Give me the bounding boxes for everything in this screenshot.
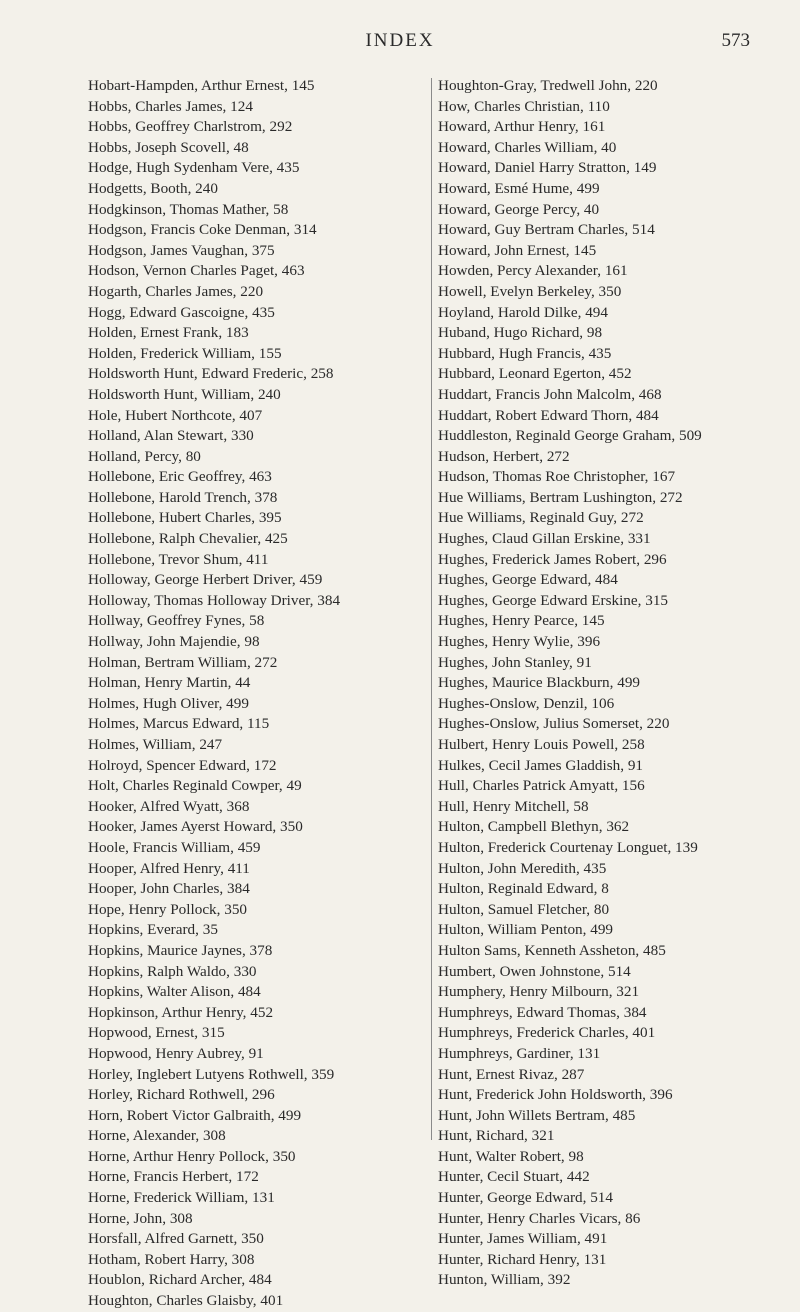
index-entry: Hodson, Vernon Charles Paget, 463 xyxy=(88,262,305,280)
index-entry: Hughes, Frederick James Robert, 296 xyxy=(438,550,667,568)
index-entry: Hobbs, Joseph Scovell, 48 xyxy=(88,138,249,156)
index-entry: Holdsworth Hunt, Edward Frederic, 258 xyxy=(88,365,334,383)
page-number: 573 xyxy=(721,30,750,51)
index-entry: Hollebone, Ralph Chevalier, 425 xyxy=(88,530,288,548)
index-entry: Hollebone, Trevor Shum, 411 xyxy=(88,550,269,568)
index-entry: Hollebone, Hubert Charles, 395 xyxy=(88,509,282,527)
index-entry: Hulbert, Henry Louis Powell, 258 xyxy=(438,736,645,753)
index-entry: Hopkins, Ralph Waldo, 330 xyxy=(88,962,257,980)
index-entry: Humphreys, Gardiner, 131 xyxy=(438,1044,601,1062)
index-entry: Huddleston, Reginald George Graham, 509 xyxy=(438,427,702,445)
index-column-left xyxy=(88,76,428,1312)
index-entry: Horne, John, 308 xyxy=(88,1209,193,1227)
page-header xyxy=(0,30,800,60)
index-entry: Howard, John Ernest, 145 xyxy=(438,241,597,259)
index-entry: Hunt, John Willets Bertram, 485 xyxy=(438,1106,636,1124)
index-entry: Hopkins, Maurice Jaynes, 378 xyxy=(88,941,273,959)
index-entry: Hulton, Samuel Fletcher, 80 xyxy=(438,900,610,918)
index-entry: Horne, Alexander, 308 xyxy=(88,1127,226,1145)
index-entry: Horne, Arthur Henry Pollock, 350 xyxy=(88,1147,296,1165)
index-entry: Hulton, Campbell Blethyn, 362 xyxy=(438,818,630,836)
index-entry: Horne, Frederick William, 131 xyxy=(88,1189,275,1207)
index-entry: Hodgson, Francis Coke Denman, 314 xyxy=(88,221,317,239)
index-entry: Holloway, George Herbert Driver, 459 xyxy=(88,571,323,589)
index-entry: Hughes-Onslow, Denzil, 106 xyxy=(438,694,615,712)
index-entry: Horley, Inglebert Lutyens Rothwell, 359 xyxy=(88,1065,335,1083)
index-entry: Horsfall, Alfred Garnett, 350 xyxy=(88,1230,264,1248)
index-entry: Hughes, George Edward, 484 xyxy=(438,571,618,589)
index-entry: Holdsworth Hunt, William, 240 xyxy=(88,385,281,403)
index-entry: Hulton, Frederick Courtenay Longuet, 139 xyxy=(438,838,698,856)
index-entry: Hughes, George Edward Erskine, 315 xyxy=(438,591,669,609)
index-entry: Houghton, Charles Glaisby, 401 xyxy=(88,1292,284,1310)
index-entry: Hunt, Frederick John Holdsworth, 396 xyxy=(438,1086,673,1104)
index-entry: Holmes, Hugh Oliver, 499 xyxy=(88,694,249,712)
index-entry: Hunter, Henry Charles Vicars, 86 xyxy=(438,1209,641,1227)
index-entry: Howard, Esmé Hume, 499 xyxy=(438,179,600,197)
index-entry: Howard, Arthur Henry, 161 xyxy=(438,118,606,136)
index-entry: Holmes, William, 247 xyxy=(88,736,223,753)
index-entry: Hollebone, Eric Geoffrey, 463 xyxy=(88,468,272,486)
index-entry: Hobart-Hampden, Arthur Ernest, 145 xyxy=(88,77,315,94)
index-entry: Holden, Frederick William, 155 xyxy=(88,344,282,362)
index-entry: Hodgson, James Vaughan, 375 xyxy=(88,241,275,259)
index-entry: Howard, Guy Bertram Charles, 514 xyxy=(438,221,655,239)
index-entry: Hotham, Robert Harry, 308 xyxy=(88,1250,255,1268)
index-entry: Huband, Hugo Richard, 98 xyxy=(438,324,603,342)
index-entry: Hopwood, Henry Aubrey, 91 xyxy=(88,1044,264,1062)
index-entry: Humphery, Henry Milbourn, 321 xyxy=(438,983,640,1001)
index-entry: Horn, Robert Victor Galbraith, 499 xyxy=(88,1106,302,1124)
index-entry: Holmes, Marcus Edward, 115 xyxy=(88,715,270,733)
index-entry: Hogg, Edward Gascoigne, 435 xyxy=(88,303,275,321)
index-entry: Holloway, Thomas Holloway Driver, 384 xyxy=(88,591,341,609)
index-entry: Horne, Francis Herbert, 172 xyxy=(88,1168,259,1186)
index-entry: Howard, Daniel Harry Stratton, 149 xyxy=(438,159,657,177)
index-entry: Hughes-Onslow, Julius Somerset, 220 xyxy=(438,715,670,733)
index-entry: Hughes, John Stanley, 91 xyxy=(438,653,592,671)
index-entry: Hue Williams, Bertram Lushington, 272 xyxy=(438,488,683,506)
index-entry: Houghton-Gray, Tredwell John, 220 xyxy=(438,77,658,94)
index-entry: Hunton, William, 392 xyxy=(438,1271,571,1289)
index-entry: Hue Williams, Reginald Guy, 272 xyxy=(438,509,644,527)
index-entry: Hopwood, Ernest, 315 xyxy=(88,1024,225,1042)
index-entry: Hoole, Francis William, 459 xyxy=(88,838,261,856)
index-entry: Hodgetts, Booth, 240 xyxy=(88,179,218,197)
index-entry: Hunter, Cecil Stuart, 442 xyxy=(438,1168,590,1186)
index-entry: Hulton Sams, Kenneth Assheton, 485 xyxy=(438,941,666,959)
index-entry: Huddart, Francis John Malcolm, 468 xyxy=(438,385,662,403)
index-entry: Hughes, Henry Pearce, 145 xyxy=(438,612,605,630)
index-entry: Hooper, Alfred Henry, 411 xyxy=(88,859,250,877)
index-entry: Howard, Charles William, 40 xyxy=(438,138,617,156)
index-entry: Hopkinson, Arthur Henry, 452 xyxy=(88,1003,274,1021)
index-entry: Hulkes, Cecil James Gladdish, 91 xyxy=(438,756,644,774)
index-entry: Howden, Percy Alexander, 161 xyxy=(438,262,628,280)
page-title: INDEX xyxy=(365,30,435,51)
index-entry: Hooper, John Charles, 384 xyxy=(88,880,250,898)
index-entry: Hunt, Richard, 321 xyxy=(438,1127,555,1145)
index-entry: How, Charles Christian, 110 xyxy=(438,97,610,115)
index-entry: Hole, Hubert Northcote, 407 xyxy=(88,406,263,424)
index-entry: Hollway, Geoffrey Fynes, 58 xyxy=(88,612,265,630)
index-entry: Hoyland, Harold Dilke, 494 xyxy=(438,303,608,321)
index-entry: Holman, Henry Martin, 44 xyxy=(88,674,251,692)
index-entry: Humbert, Owen Johnstone, 514 xyxy=(438,962,631,980)
index-entry: Hogarth, Charles James, 220 xyxy=(88,282,264,300)
index-column-right xyxy=(438,76,768,1291)
index-entry: Hubbard, Leonard Egerton, 452 xyxy=(438,365,632,383)
index-entry: Hodgkinson, Thomas Mather, 58 xyxy=(88,200,289,218)
index-entry: Hunter, Richard Henry, 131 xyxy=(438,1250,607,1268)
index-entry: Holden, Ernest Frank, 183 xyxy=(88,324,249,342)
index-entry: Hudson, Thomas Roe Christopher, 167 xyxy=(438,468,676,486)
index-entry: Hobbs, Geoffrey Charlstrom, 292 xyxy=(88,118,293,136)
index-entry: Hodge, Hugh Sydenham Vere, 435 xyxy=(88,159,300,177)
index-entry: Hopkins, Everard, 35 xyxy=(88,921,218,939)
index-entry: Holland, Percy, 80 xyxy=(88,447,201,465)
index-entry: Houblon, Richard Archer, 484 xyxy=(88,1271,272,1289)
index-entry: Holt, Charles Reginald Cowper, 49 xyxy=(88,777,302,795)
index-entry: Hull, Charles Patrick Amyatt, 156 xyxy=(438,777,645,795)
index-entry: Horley, Richard Rothwell, 296 xyxy=(88,1086,275,1104)
index-entry: Hulton, John Meredith, 435 xyxy=(438,859,607,877)
index-entry: Hulton, Reginald Edward, 8 xyxy=(438,880,609,898)
index-entry: Hughes, Claud Gillan Erskine, 331 xyxy=(438,530,651,548)
column-divider xyxy=(431,78,432,1140)
index-entry: Humphreys, Frederick Charles, 401 xyxy=(438,1024,656,1042)
index-entry: Hughes, Maurice Blackburn, 499 xyxy=(438,674,641,692)
index-entry: Huddart, Robert Edward Thorn, 484 xyxy=(438,406,659,424)
index-entry: Hubbard, Hugh Francis, 435 xyxy=(438,344,612,362)
index-entry: Howell, Evelyn Berkeley, 350 xyxy=(438,282,622,300)
index-entry: Hulton, William Penton, 499 xyxy=(438,921,614,939)
index-entry: Holman, Bertram William, 272 xyxy=(88,653,278,671)
index-entry: Hudson, Herbert, 272 xyxy=(438,447,570,465)
index-entry: Holroyd, Spencer Edward, 172 xyxy=(88,756,277,774)
index-entry: Hooker, James Ayerst Howard, 350 xyxy=(88,818,303,836)
index-entry: Humphreys, Edward Thomas, 384 xyxy=(438,1003,647,1021)
index-entry: Hobbs, Charles James, 124 xyxy=(88,97,253,115)
index-entry: Holland, Alan Stewart, 330 xyxy=(88,427,254,445)
index-entry: Hunt, Ernest Rivaz, 287 xyxy=(438,1065,585,1083)
index-entry: Howard, George Percy, 40 xyxy=(438,200,600,218)
index-entry: Hughes, Henry Wylie, 396 xyxy=(438,633,601,651)
index-entry: Hope, Henry Pollock, 350 xyxy=(88,900,248,918)
index-entry: Hunter, James William, 491 xyxy=(438,1230,608,1248)
index-entry: Hunt, Walter Robert, 98 xyxy=(438,1147,584,1165)
index-entry: Hopkins, Walter Alison, 484 xyxy=(88,983,261,1001)
index-entry: Hooker, Alfred Wyatt, 368 xyxy=(88,797,250,815)
index-entry: Hull, Henry Mitchell, 58 xyxy=(438,797,589,815)
index-entry: Hollebone, Harold Trench, 378 xyxy=(88,488,278,506)
index-entry: Hollway, John Majendie, 98 xyxy=(88,633,260,651)
index-entry: Hunter, George Edward, 514 xyxy=(438,1189,613,1207)
